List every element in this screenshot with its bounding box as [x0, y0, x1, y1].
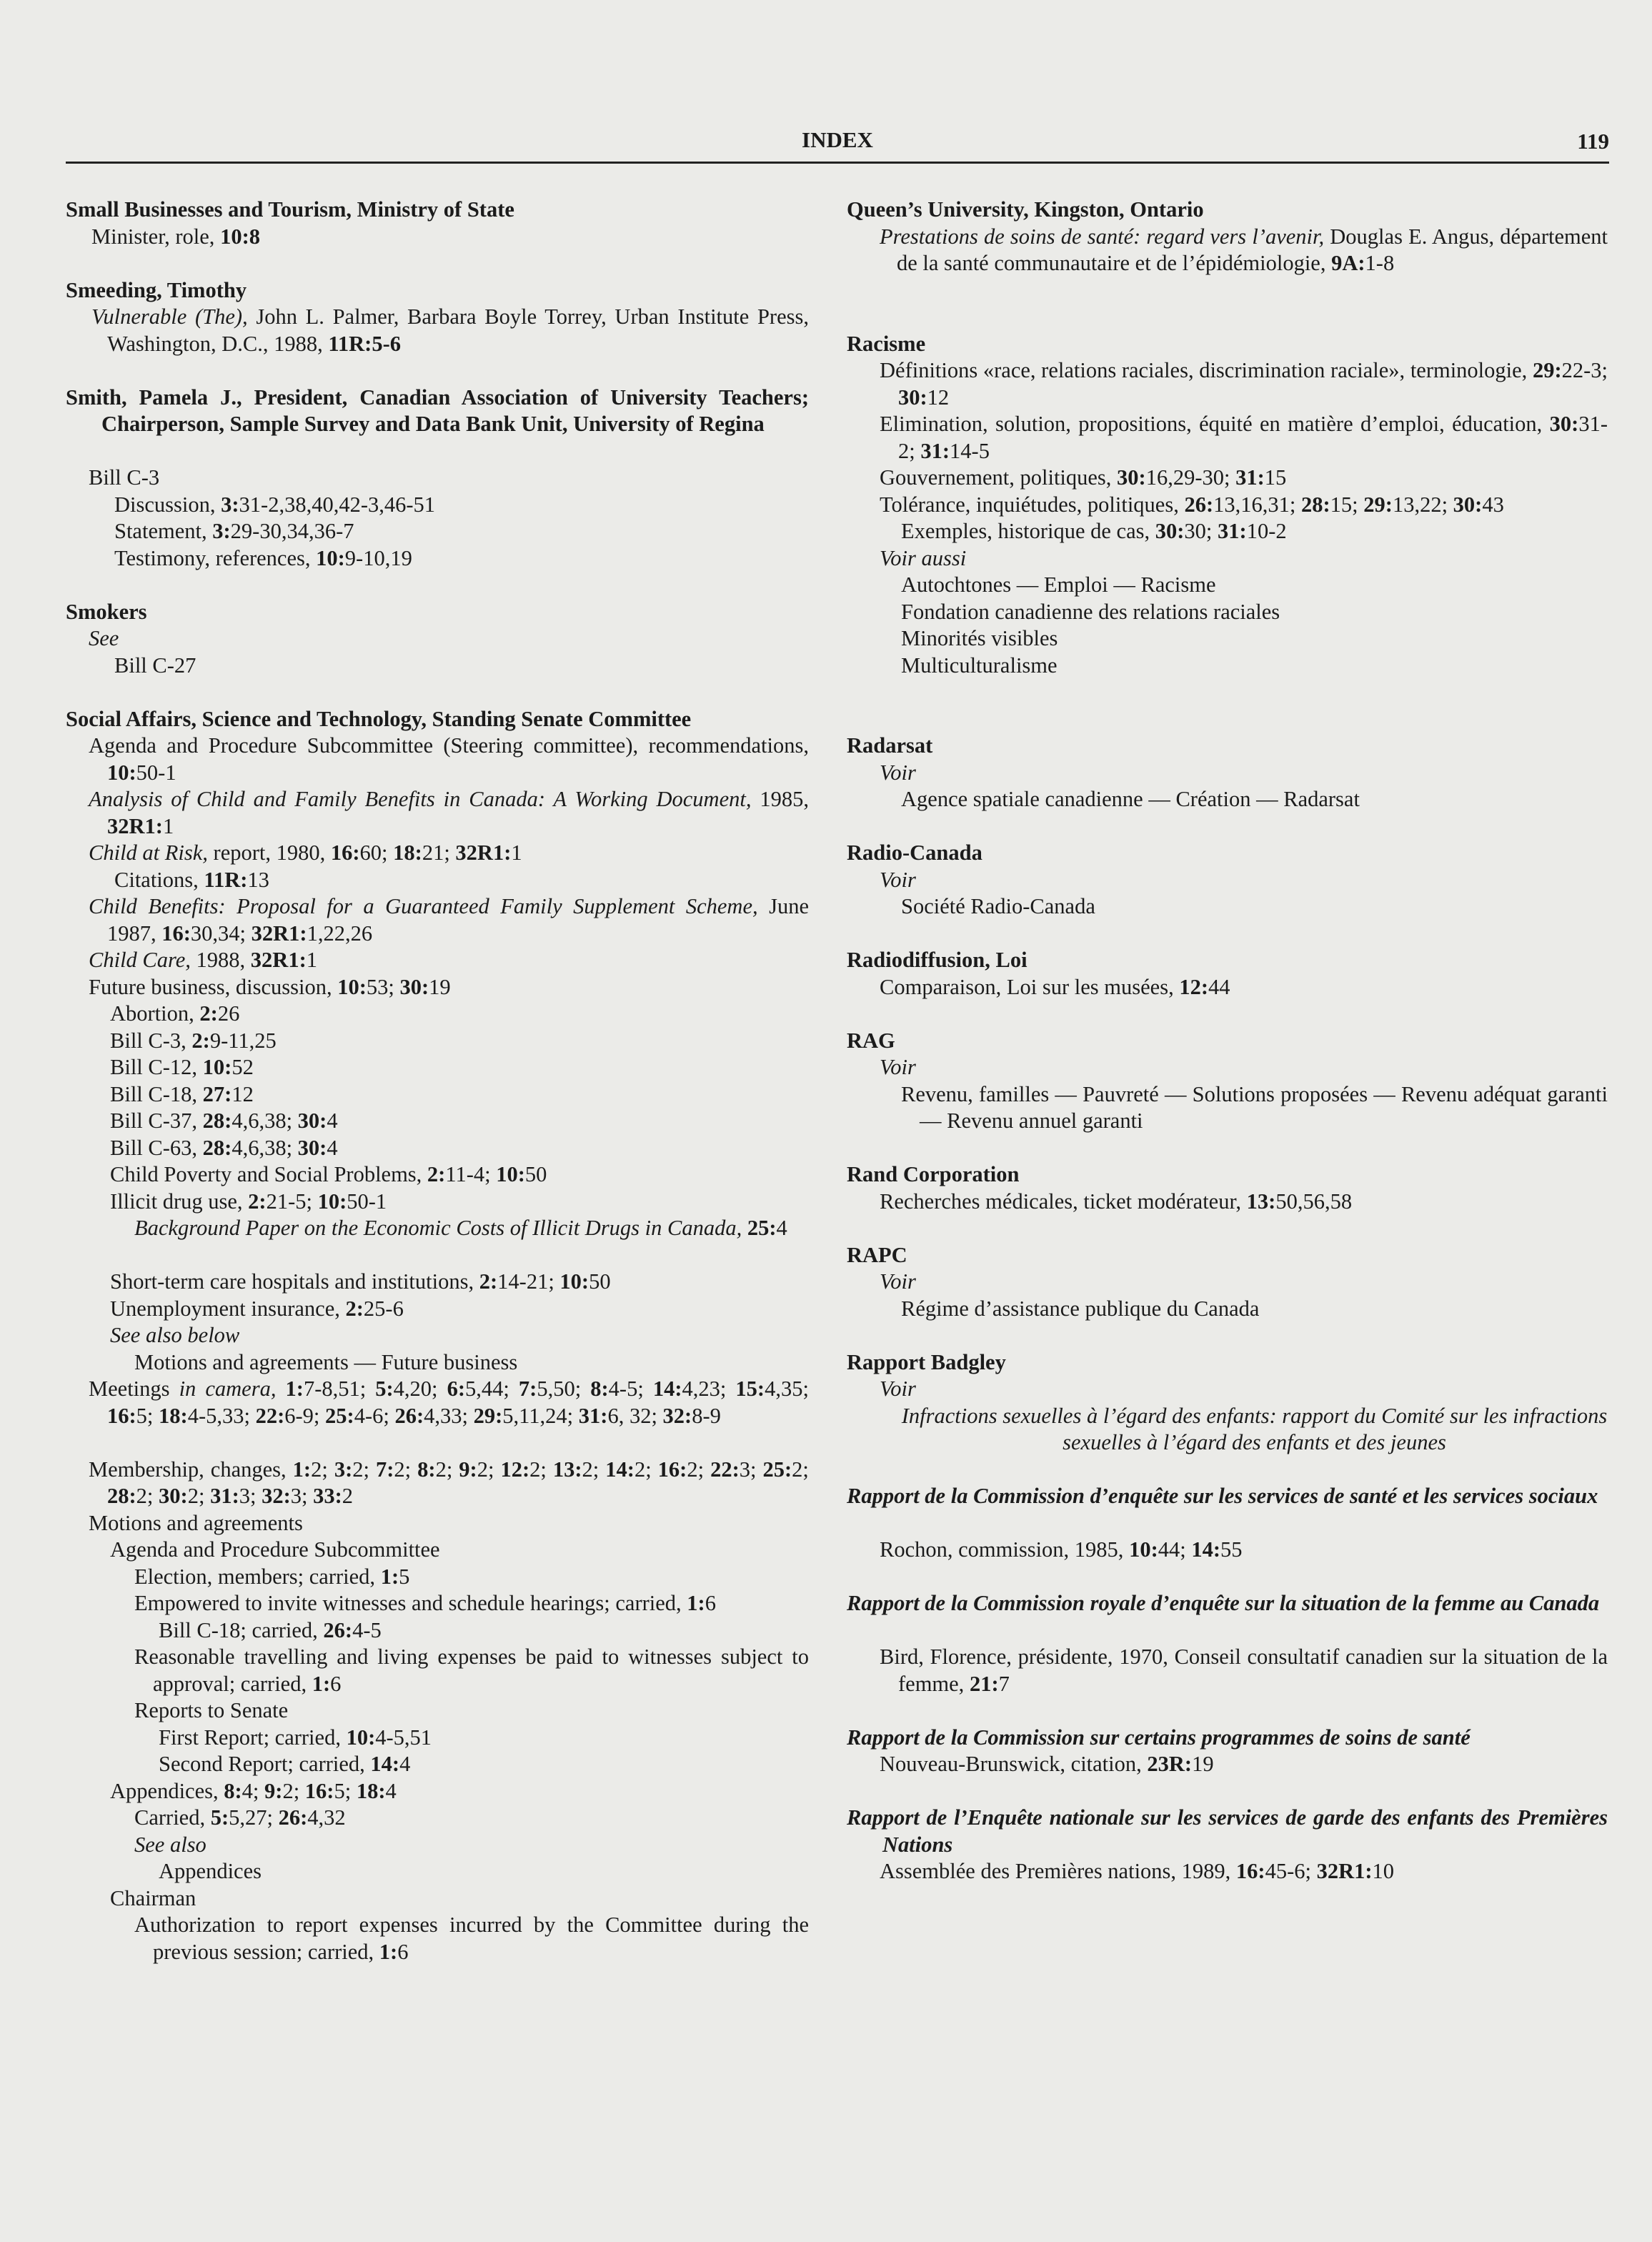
index-subentry: Child Care, 1988, 32R1:1: [89, 948, 317, 972]
index-subentry: Gouvernement, politiques, 30:16,29-30; 31:15: [880, 465, 1287, 490]
entry-spacer: [847, 1564, 1608, 1591]
page-number: 119: [1577, 129, 1609, 154]
index-subentry: Minister, role, 10:8: [91, 224, 260, 249]
index-subentry: Tolérance, inquiétudes, politiques, 26:13,16,31; 28:15; 29:13,22; 30:43: [880, 492, 1504, 517]
index-heading: Radio-Canada: [847, 840, 982, 865]
index-subentry: Bill C-18; carried, 26:4-5: [159, 1617, 382, 1642]
index-subentry: See: [89, 626, 119, 650]
index-subentry: Bill C-27: [114, 653, 196, 678]
index-subentry: Assemblée des Premières nations, 1989, 16:45-6; 32R1:10: [880, 1859, 1395, 1883]
page-header: [66, 123, 1609, 160]
index-subentry: Testimony, references, 10:9-10,19: [114, 545, 412, 570]
index-heading: RAPC: [847, 1242, 907, 1267]
index-subentry: Meetings in camera, 1:7-8,51; 5:4,20; 6:5,44; 7:5,50; 8:4-5; 14:4,23; 15:4,35; 16:5; 18:4-5,33; 22:6-9; 25:4-6; 26:4,33; 29:5,11,24; 31:6, 32; 32:8-9: [89, 1377, 809, 1428]
index-heading: Smeeding, Timothy: [66, 277, 247, 302]
index-heading: Smokers: [66, 599, 147, 624]
index-subentry: Société Radio-Canada: [901, 894, 1095, 918]
index-subentry: Voir: [880, 867, 916, 892]
entry-spacer: [847, 1215, 1608, 1242]
index-subentry: Citations, 11R:13: [114, 867, 269, 892]
index-subentry: Motions and agreements: [89, 1510, 303, 1535]
index-subentry: Bill C-3: [89, 465, 160, 490]
index-heading: Small Businesses and Tourism, Ministry of State: [66, 197, 514, 222]
index-subentry: Vulnerable (The), John L. Palmer, Barbara Boyle Torrey, Urban Institute Press, Washington, D.C., 1988, 11R:5-6: [91, 304, 809, 356]
index-subentry: Short-term care hospitals and institutions, 2:14-21; 10:50: [110, 1269, 611, 1294]
index-subentry: Future business, discussion, 10:53; 30:19: [89, 974, 451, 999]
index-subentry: Multiculturalisme: [901, 653, 1058, 678]
index-subentry: Authorization to report expenses incurred by the Committee during the previous session; carried, 1:6: [134, 1913, 809, 1964]
index-subentry: Recherches médicales, ticket modérateur, 13:50,56,58: [880, 1189, 1353, 1214]
index-subentry: Membership, changes, 1:2; 3:2; 7:2; 8:2; 9:2; 12:2; 13:2; 14:2; 16:2; 22:3; 25:2; 28:2; 30:2; 31:3; 32:3; 33:2: [89, 1457, 809, 1508]
index-heading: Smith, Pamela J., President, Canadian Association of University Teachers; Chairperson, Sample Survey and Data Bank Unit, University of Regina: [66, 385, 809, 436]
index-subentry: Reports to Senate: [134, 1698, 289, 1722]
index-subentry: Appendices: [159, 1859, 262, 1883]
index-subentry: Agenda and Procedure Subcommittee: [110, 1537, 440, 1562]
index-subentry: Exemples, historique de cas, 30:30; 31:10-2: [901, 519, 1287, 543]
index-heading: Rand Corporation: [847, 1162, 1020, 1186]
index-subentry: See also: [134, 1832, 206, 1857]
index-heading: Rapport de la Commission royale d’enquête sur la situation de la femme au Canada: [847, 1591, 1600, 1615]
index-subentry: Statement, 3:29-30,34,36-7: [114, 519, 354, 543]
index-subentry: Prestations de soins de santé: regard vers l’avenir, Douglas E. Angus, département de la santé communautaire et de l’épidémiologie, 9A:1-8: [880, 224, 1608, 275]
entry-spacer: [847, 921, 1608, 948]
index-heading: Radiodiffusion, Loi: [847, 948, 1027, 972]
entry-spacer: [847, 1457, 1608, 1484]
index-subentry: Minorités visibles: [901, 626, 1058, 650]
index-subentry: Nouveau-Brunswick, citation, 23R:19: [880, 1752, 1214, 1776]
entry-spacer: [66, 572, 809, 599]
index-heading: Queen’s University, Kingston, Ontario: [847, 197, 1204, 222]
index-subentry: Elimination, solution, propositions, équité en matière d’emploi, éducation, 30:31-2; 31:14-5: [880, 412, 1608, 463]
entry-spacer: [847, 813, 1608, 840]
header-rule: [66, 162, 1609, 164]
index-subentry: Autochtones — Emploi — Racisme: [901, 572, 1216, 597]
index-subentry: Voir: [880, 1269, 916, 1294]
index-subentry: Child Poverty and Social Problems, 2:11-4; 10:50: [110, 1162, 547, 1186]
index-subentry: Bill C-37, 28:4,6,38; 30:4: [110, 1108, 338, 1133]
index-subentry: Agenda and Procedure Subcommittee (Steering committee), recommendations, 10:50-1: [89, 733, 809, 785]
index-subentry: Voir: [880, 1377, 916, 1401]
index-subentry: Bill C-3, 2:9-11,25: [110, 1028, 277, 1053]
entry-spacer: [847, 1697, 1608, 1725]
index-subentry: Discussion, 3:31-2,38,40,42-3,46-51: [114, 492, 436, 517]
index-subentry: Revenu, familles — Pauvreté — Solutions proposées — Revenu adéquat garanti — Revenu annuel garanti: [901, 1081, 1608, 1133]
index-heading: Rapport Badgley: [847, 1349, 1006, 1374]
entry-spacer: [847, 304, 1608, 331]
index-heading: Rapport de l’Enquête nationale sur les services de garde des enfants des Premières Nations: [847, 1805, 1608, 1857]
index-subentry: Empowered to invite witnesses and schedule hearings; carried, 1:6: [134, 1591, 716, 1615]
index-subentry: Régime d’assistance publique du Canada: [901, 1296, 1260, 1321]
index-subentry: Infractions sexuelles à l’égard des enfants: rapport du Comité sur les infractions sexuelles à l’égard des enfants et des jeunes: [901, 1403, 1608, 1454]
index-heading: Rapport de la Commission sur certains programmes de soins de santé: [847, 1725, 1471, 1750]
entry-spacer: [847, 1135, 1608, 1162]
index-subentry: Bill C-63, 28:4,6,38; 30:4: [110, 1135, 338, 1160]
entry-spacer: [847, 1322, 1608, 1349]
index-heading: Rapport de la Commission d’enquête sur les services de santé et les services sociaux: [847, 1484, 1598, 1508]
entry-spacer: [847, 1001, 1608, 1028]
page-title: INDEX: [802, 127, 873, 152]
index-subentry: Rochon, commission, 1985, 10:44; 14:55: [880, 1537, 1243, 1562]
index-subentry: Comparaison, Loi sur les musées, 12:44: [880, 974, 1230, 999]
index-subentry: Fondation canadienne des relations raciales: [901, 599, 1280, 624]
index-heading: RAG: [847, 1028, 895, 1053]
entry-spacer: [66, 357, 809, 385]
index-subentry: Agence spatiale canadienne — Création — Radarsat: [901, 787, 1360, 811]
entry-spacer: [847, 1778, 1608, 1805]
index-subentry: Appendices, 8:4; 9:2; 16:5; 18:4: [110, 1778, 397, 1803]
index-subentry: Carried, 5:5,27; 26:4,32: [134, 1805, 346, 1830]
index-subentry: Voir: [880, 1055, 916, 1079]
index-subentry: Voir: [880, 760, 916, 785]
index-subentry: Child Benefits: Proposal for a Guaranteed Family Supplement Scheme, June 1987, 16:30,34; 32R1:1,22,26: [89, 894, 809, 946]
index-subentry: Analysis of Child and Family Benefits in Canada: A Working Document, 1985, 32R1:1: [89, 787, 809, 838]
index-heading: Social Affairs, Science and Technology, Standing Senate Committee: [66, 706, 692, 731]
index-subentry: Illicit drug use, 2:21-5; 10:50-1: [110, 1189, 387, 1214]
index-subentry: Election, members; carried, 1:5: [134, 1564, 410, 1589]
entry-spacer: [847, 679, 1608, 706]
index-subentry: Définitions «race, relations raciales, discrimination raciale», terminologie, 29:22-3; 30:12: [880, 358, 1608, 410]
entry-spacer: [66, 679, 809, 706]
index-subentry: Bird, Florence, présidente, 1970, Conseil consultatif canadien sur la situation de la femme, 21:7: [880, 1645, 1608, 1696]
right-column: [847, 197, 1608, 1885]
index-subentry: Background Paper on the Economic Costs of Illicit Drugs in Canada, 25:4: [134, 1216, 787, 1240]
entry-spacer: [847, 706, 1608, 733]
index-subentry: First Report; carried, 10:4-5,51: [159, 1725, 432, 1750]
index-subentry: Second Report; carried, 14:4: [159, 1752, 411, 1776]
index-heading: Racisme: [847, 331, 926, 356]
index-subentry: Child at Risk, report, 1980, 16:60; 18:21; 32R1:1: [89, 840, 522, 865]
index-subentry: Abortion, 2:26: [110, 1001, 240, 1026]
entry-spacer: [66, 250, 809, 277]
index-subentry: Unemployment insurance, 2:25-6: [110, 1296, 404, 1321]
index-subentry: Voir aussi: [880, 545, 967, 570]
index-subentry: Bill C-12, 10:52: [110, 1055, 254, 1079]
index-subentry: Reasonable travelling and living expenses be paid to witnesses subject to approval; carried, 1:6: [134, 1645, 809, 1696]
index-subentry: See also below: [110, 1323, 240, 1347]
index-heading: Radarsat: [847, 733, 933, 758]
index-subentry: Motions and agreements — Future business: [134, 1349, 518, 1374]
index-subentry: Bill C-18, 27:12: [110, 1081, 254, 1106]
left-column: [66, 197, 809, 1965]
index-subentry: Chairman: [110, 1885, 196, 1910]
